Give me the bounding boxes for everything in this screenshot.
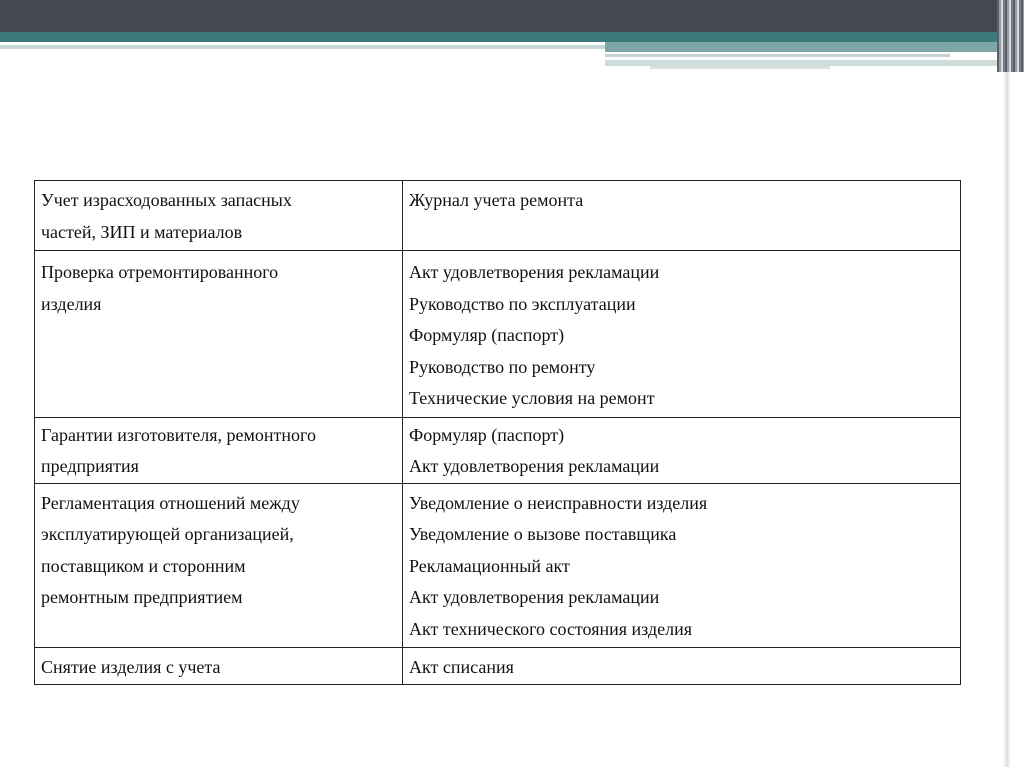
table-cell-documents: [403, 483, 961, 648]
cell-text: Гарантии изготовителя, ремонтного: [41, 424, 316, 445]
cell-text: Акт списания: [409, 657, 514, 677]
cell-text: Акт удовлетворения рекламации: [409, 587, 660, 607]
table-row: [35, 648, 961, 685]
cell-text: Уведомление о вызове поставщика: [409, 524, 677, 544]
cell-text: Руководство по ремонту: [409, 356, 596, 377]
header-line: [0, 45, 605, 49]
edge-shadow-decoration: [1003, 72, 1011, 767]
table-row: [35, 417, 961, 483]
table-cell-documents: [403, 648, 961, 685]
table-cell-process: [35, 181, 403, 251]
table-row: [35, 251, 961, 418]
cell-text: Учет израсходованных запасных: [41, 190, 292, 210]
cell-text: эксплуатирующей организацией,: [41, 524, 294, 544]
documents-table: [34, 180, 961, 685]
cell-text: частей, ЗИП и материалов: [41, 221, 243, 242]
cell-text: Уведомление о неисправности изделия: [409, 492, 708, 513]
cell-text: изделия: [41, 293, 102, 314]
cell-text: Акт технического состояния изделия: [409, 618, 692, 639]
cell-text: Снятие изделия с учета: [41, 657, 221, 677]
cell-text: Проверка отремонтированного: [41, 262, 279, 282]
table-cell-process: [35, 483, 403, 648]
header-band-teal: [0, 32, 1000, 42]
table-row: [35, 181, 961, 251]
header-line: [605, 54, 950, 57]
cell-text: предприятия: [41, 456, 139, 476]
cell-text: Регламентация отношений между: [41, 492, 300, 513]
table-cell-documents: [403, 251, 961, 418]
header-band-teal-light: [605, 42, 1000, 52]
cell-text: Формуляр (паспорт): [409, 325, 565, 345]
cell-text: ремонтным предприятием: [41, 587, 243, 607]
cell-text: Формуляр (паспорт): [409, 424, 565, 445]
table-row: [35, 483, 961, 648]
table-cell-process: [35, 251, 403, 418]
cell-text: поставщиком и сторонним: [41, 555, 246, 576]
header-line: [650, 66, 830, 69]
edge-stripes-decoration: [997, 0, 1024, 72]
cell-text: Акт удовлетворения рекламации: [409, 456, 660, 476]
table-cell-process: [35, 417, 403, 483]
cell-text: Рекламационный акт: [409, 555, 570, 576]
header-band-dark: [0, 0, 1024, 32]
cell-text: Руководство по эксплуатации: [409, 293, 636, 314]
table-cell-process: [35, 648, 403, 685]
table-cell-documents: [403, 181, 961, 251]
cell-text: Технические условия на ремонт: [409, 388, 655, 408]
cell-text: Журнал учета ремонта: [409, 190, 584, 210]
table-cell-documents: [403, 417, 961, 483]
cell-text: Акт удовлетворения рекламации: [409, 262, 660, 282]
